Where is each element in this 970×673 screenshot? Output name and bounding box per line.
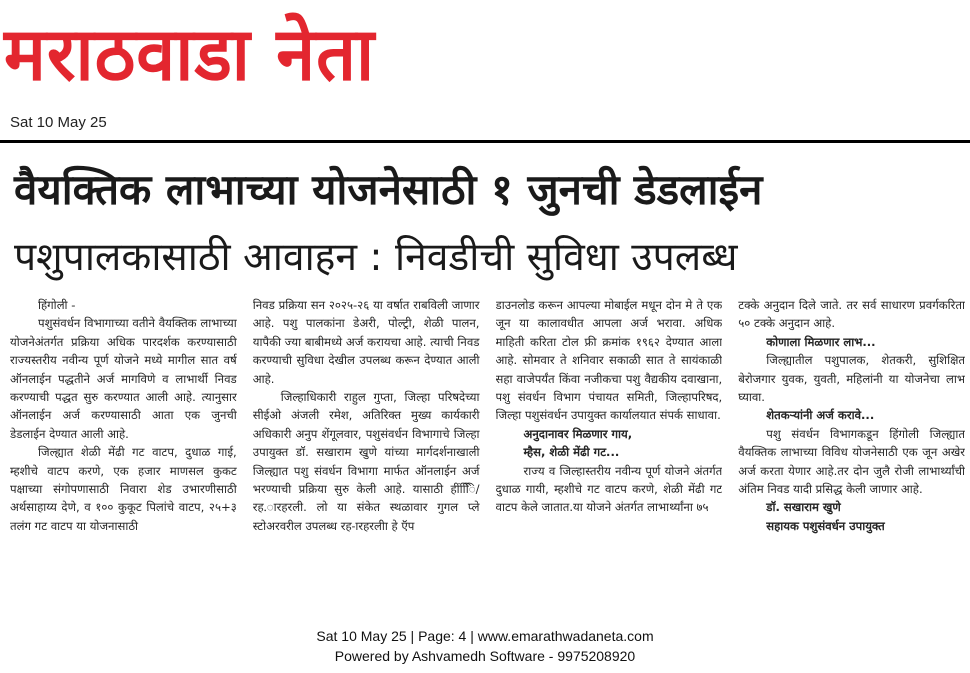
section-subhead: शेतकऱ्यांनी अर्ज करावे...: [766, 408, 875, 423]
article-column-4: [738, 296, 965, 618]
page-footer: [0, 626, 970, 666]
section-subhead: कोणाला मिळणार लाभ...: [766, 334, 876, 349]
paragraph-continued: डाउनलोड करून आपल्या मोबाईल मधून दोन मे ते एक जून या कालावधीत आपला अर्ज भरावा. अधिक माहिती करिता टोल फ्री क्रमांक १९६२ देण्यात आला आहे. सोमवार ते शनिवार सकाळी सात ते सायंकाळी सहा वाजेपर्यंत किंवा नजीकचा पशु वैद्यकीय दवाखाना, पशु संवर्धन विभाग पंचायत समिती, जिल्हापरिषद, जिल्हा पशुसंवर्धन उपायुक्त कार्यालयात संपर्क साधावा.: [495, 298, 723, 423]
article-column-1: [10, 296, 237, 618]
paragraph-continued: टक्के अनुदान दिले जाते. तर सर्व साधारण प्रवर्गकरिता ५० टक्के अनुदान आहे.: [738, 298, 965, 331]
paragraph: जिल्ह्यात शेळी मेंढी गट वाटप, दुधाळ गाई, म्हशीचे वाटप करणे, एक हजार माणसल कुकट पक्षाच्या संगोपणासाठी निवारा शेड उभारणीसाठी अर्थसाहाय्य देणे, व १०० कुकूट पिलांचे वाटप, २५+३ तलंग गट वाटप या योजनासाठी: [10, 445, 237, 533]
masthead: [0, 0, 970, 140]
section-subhead: अनुदानावर मिळणार गाय,: [523, 426, 633, 441]
paragraph: राज्य व जिल्हास्तरीय नवीन्य पूर्ण योजने अंतर्गत दुधाळ गायी, म्हशीचे गट वाटप करणे, शेळी मेंढी गट वाटप केले जातात.या योजने अंतर्गत लाभार्थ्यांना ७५: [495, 463, 723, 515]
section-subhead: म्हैस, शेळी मेंढी गट...: [523, 445, 620, 460]
paragraph: जिल्हाधिकारी राहुल गुप्ता, जिल्हा परिषदेच्या सीईओ अंजली रमेश, अतिरिक्त मुख्य कार्यकारी अधिकारी अनुप शेंगूलवार, पशुसंवर्धन विभागाचे जिल्हा उपायुक्त डॉ. सखाराम खुणे यांच्या मार्गदर्शनाखाली जिल्ह्यात पशु संवर्धन विभागा मार्फत ऑनलाईन अर्ज भरण्याची प्रक्रिया सुरु केली आहे. यासाठी हींििि/रह.ारहरली. लो या संकेत स्थळावार गुगल प्ले स्टोअरवरील उपलब्ध रह-ारहरलीा हे ऍप: [252, 390, 480, 533]
paragraph: जिल्ह्यातील पशुपालक, शेतकरी, सुशिक्षित बेरोजगार युवक, युवती, महिलांनी या योजनेचा लाभ घ्यावा.: [738, 353, 965, 405]
author-name: डॉ. सखाराम खुणे: [766, 500, 841, 515]
article-subheadline: पशुपालकासाठी आवाहन : निवडीची सुविधा उपलब्ध: [14, 235, 738, 280]
newspaper-logo: मराठवाडा नेता: [4, 11, 376, 98]
author-title: सहायक पशुसंवर्धन उपायुक्त: [766, 518, 885, 533]
footer-edition-info: Sat 10 May 25 | Page: 4 | www.emarathwadaneta.com: [316, 628, 654, 644]
edition-date: Sat 10 May 25: [10, 114, 107, 131]
dateline: हिंगोली -: [38, 298, 76, 312]
article-headline: वैयक्तिक लाभाच्या योजनेसाठी १ जुनची डेडलाईन: [14, 165, 763, 214]
footer-powered-by: Powered by Ashvamedh Software - 9975208920: [334, 648, 636, 664]
article-column-2: [253, 296, 480, 618]
paragraph: पशुसंवर्धन विभागाच्या वतीने वैयक्तिक लाभाच्या योजनेअंतर्गत प्रक्रिया अधिक पारदर्शक करण्यासाठी राज्यस्तरीय नवीन्य पूर्ण योजने मध्ये मागील सात वर्ष ऑनलाईन पद्धतीने अर्ज मागविणे व लाभार्थी निवड करण्याची पद्धत सुरु करण्यात आली आहे. त्यानुसार ऑनलाईन अर्ज करण्यासाठी आता एक जुनची डेडलाईन देण्यात आली आहे.: [10, 316, 237, 441]
paragraph-continued: निवड प्रक्रिया सन २०२५-२६ या वर्षात राबविली जाणार आहे. पशु पालकांना डेअरी, पोल्ट्री, शेळी पालन, यापैकी ज्या बाबीमध्ये अर्ज करायचा आहे. त्याची निवड करण्याची सुविधा देखील उपलब्ध करून देण्यात आली आहे.: [252, 298, 480, 386]
masthead-divider: [0, 140, 970, 143]
paragraph: पशु संवर्धन विभागकडून हिंगोली जिल्ह्यात वैयक्तिक लाभाच्या विविध योजनेसाठी एक जून अखेर अर्ज करता येणार आहे.तर दोन जुलै रोजी लाभार्थ्यांची अंतिम निवड यादी प्रसिद्ध केली जाणार आहे.: [738, 426, 965, 497]
article-column-3: [496, 296, 723, 618]
article-body: [10, 296, 965, 618]
